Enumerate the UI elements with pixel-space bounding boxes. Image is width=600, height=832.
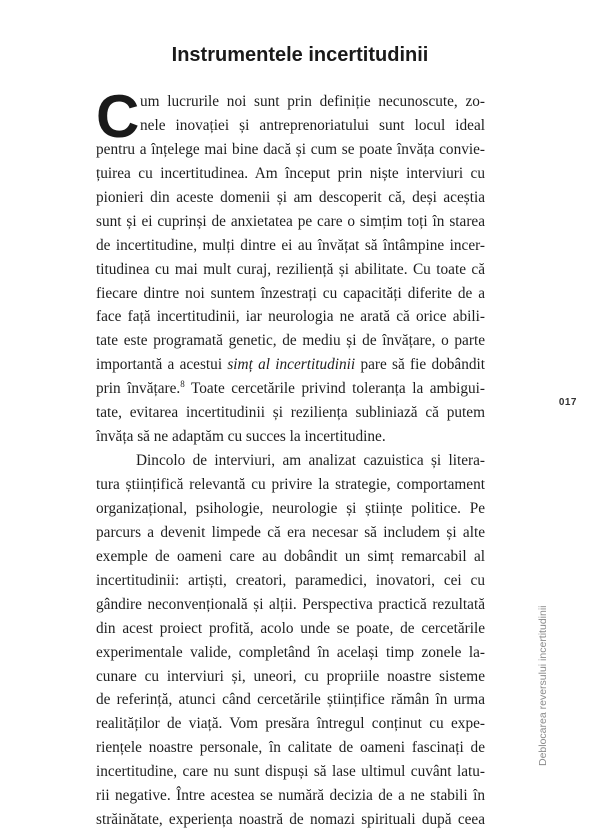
text-line [96,377,485,401]
text-line: din acest proiect profită, acolo unde se poate, de cercetările [96,619,485,637]
text-line: parcurs a devenit limpede că era necesar să includem și alte [96,523,485,541]
text-line: experimentale valide, completând în același timp zonele la- [96,643,485,661]
text-line: titudinea cu mai mult curaj, reziliență și abilitate. Cu toate că [96,260,485,278]
text-fragment: prin învățare. [96,380,181,398]
text-fragment: Toate cercetările privind toleranța la ambigui- [184,380,485,398]
text-line: face față incertitudinii, iar neurologia ne arată că orice abili- [96,308,485,326]
text-line: tura științifică relevantă cu privire la strategie, comportament [96,476,485,493]
text-line: pionieri din aceste domenii și am descoperit că, deși aceștia [96,188,485,206]
text-line: tate, evitarea incertitudinii și reziliența subliniază că putem [96,404,485,422]
text-line: realităților de viață. Vom presăra întregul conținut cu expe- [96,715,485,733]
body-text [96,83,485,832]
chapter-title: Instrumentele incertitudinii [171,44,429,66]
text-line: exemple de oameni care au dobândit un simț remarcabil al [96,547,485,565]
text-line: străinătate, experiența noastră de nomazi spirituali după ceea [96,811,485,829]
text-line: de referință, atunci când cercetările științifice rămân în urma [96,691,485,709]
text-line: tate este programată genetic, de mediu și de învățare, o parte [96,332,485,350]
text-line: rii negative. Între acestea se numără decizia de a ne stabili în [96,787,485,805]
text-line: Dincolo de interviuri, am analizat cazuistica și litera- [136,452,485,470]
text-line: riențele noastre personale, în calitate de oameni fascinați de [96,739,485,757]
text-fragment: pare să fie dobândit [355,356,485,374]
text-line: sunt și ei cuprinși de anxietatea pe care o simțim toți în starea [96,212,485,230]
drop-cap: C [96,83,140,150]
text-line: țuirea cu incertitudinea. Am început prin niște interviuri cu [96,164,485,182]
emphasized-phrase: simț al incertitudinii [227,356,356,374]
text-line: nele inovației și antreprenoriatului sunt locul ideal [140,116,485,134]
page-number: 017 [558,397,577,408]
text-line: um lucrurile noi sunt prin definiție necunoscute, zo- [140,93,485,110]
text-line: organizațional, psihologie, neurologie și științe politice. Pe [96,499,485,517]
text-line: învăța să ne adaptăm cu succes la incertitudine. [96,428,386,446]
text-line: incertitudinii: artiști, creatori, paramedici, inovatori, cei cu [96,571,485,589]
text-line: de incertitudine, mulți dintre ei au învățat să întâmpine incer- [96,236,485,254]
text-line: pentru a înțelege mai bine dacă și cum se poate învăța convie- [96,140,485,158]
text-line: fiecare dintre noi suntem înzestrați cu capacități diferite de a [96,284,485,302]
text-fragment: importantă a acestui [96,356,228,374]
running-head: Deblocarea reversului incertitudinii [537,605,549,766]
text-line: gândire neconvențională și alții. Perspectiva practică rezultată [96,595,485,613]
text-line: cunare cu interviuri și, uneori, cu propriile noastre sisteme [96,667,485,685]
text-line [96,353,485,377]
footnote-reference[interactable]: 8 [180,379,185,390]
text-line: incertitudine, care nu sunt dispuși să lase ultimul cuvânt latu- [96,763,485,781]
